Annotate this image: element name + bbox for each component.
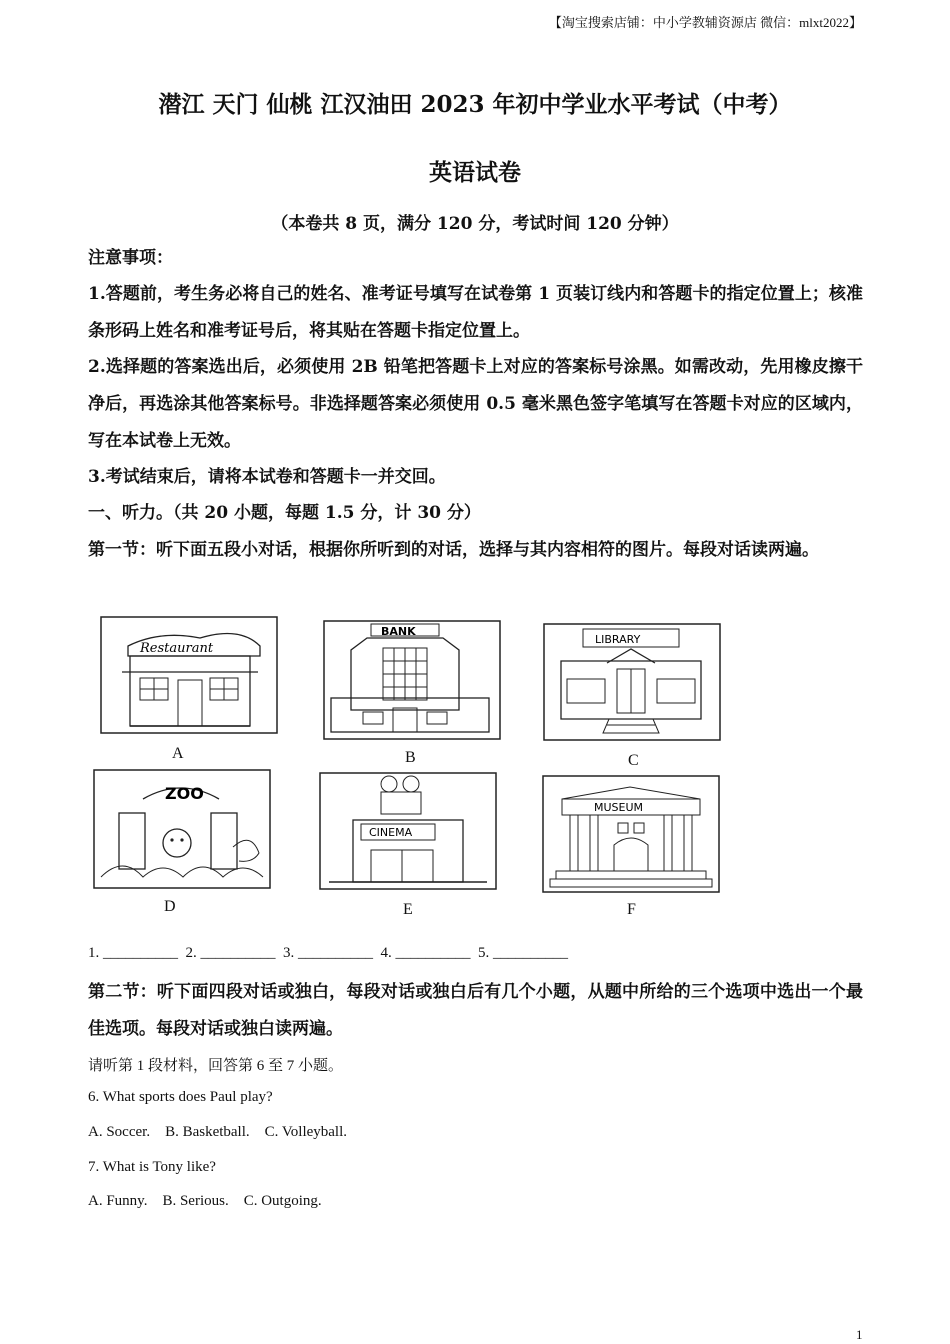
picture-label-c: C [628,752,639,769]
note-item-1: 1.答题前，考生务必将自己的姓名、准考证号填写在试卷第 1 页装订线内和答题卡的指定位置上；核准条形码上姓名和准考证号后，将其贴在答题卡指定位置上。 [88,284,863,341]
picture-bank [323,620,501,740]
picture-library [543,623,721,741]
restaurant-sign-text: Restaurant [140,641,214,656]
question-6-options: A. Soccer. B. Basketball. C. Volleyball. [88,1124,348,1140]
picture-cinema [319,772,497,890]
cinema-sign-text: CINEMA [369,826,413,839]
library-sign-text: LIBRARY [595,633,641,646]
part1-instructions: 第一节：听下面五段小对话，根据你所听到的对话，选择与其内容相符的图片。每段对话读两遍。 [88,540,819,560]
notes-heading: 注意事项： [88,248,173,268]
note-item-2: 2.选择题的答案选出后，必须使用 2B 铅笔把答题卡上对应的答案标号涂黑。如需改动，先用橡皮擦干净后，再选涂其他答案标号。非选择题答案必须使用 0.5 毫米黑色签字笔填写在答题卡对应的区域内，写在本试卷上无效。 [88,357,863,451]
page-number: 1 [856,1327,863,1342]
zoo-sign-text: ZOO [165,784,204,803]
answer-blanks: 1. __________ 2. __________ 3. __________ 4. __________ 5. __________ [88,945,568,961]
question-7: 7. What is Tony like? [88,1159,216,1175]
question-7-options: A. Funny. B. Serious. C. Outgoing. [88,1193,322,1209]
material-note: 请听第 1 段材料，回答第 6 至 7 小题。 [88,1058,344,1074]
part2-instructions: 第二节：听下面四段对话或独白，每段对话或独白后有几个小题，从题中所给的三个选项中选出一个最佳选项。每段对话或独白读两遍。 [88,982,863,1039]
picture-museum [542,775,720,893]
note-item-3: 3.考试结束后，请将本试卷和答题卡一并交回。 [88,467,446,487]
exam-title: 潜江 天门 仙桃 江汉油田 2023 年初中学业水平考试（中考） [158,91,792,118]
picture-label-a: A [172,745,184,762]
picture-label-d: D [164,898,176,915]
picture-restaurant [100,616,278,734]
exam-info: （本卷共 8 页，满分 120 分，考试时间 120 分钟） [271,214,679,234]
header-note: 【淘宝搜索店铺：中小学教辅资源店 微信：mlxt2022】 [548,15,862,30]
picture-label-e: E [403,901,413,918]
exam-subtitle: 英语试卷 [429,159,521,186]
bank-sign-text: BANK [381,625,416,638]
picture-label-f: F [627,901,636,918]
picture-zoo [93,769,271,889]
picture-label-b: B [405,749,416,766]
museum-sign-text: MUSEUM [594,801,644,814]
question-6: 6. What sports does Paul play? [88,1089,273,1105]
section1-heading: 一、听力。（共 20 小题，每题 1.5 分，计 30 分） [88,503,481,523]
